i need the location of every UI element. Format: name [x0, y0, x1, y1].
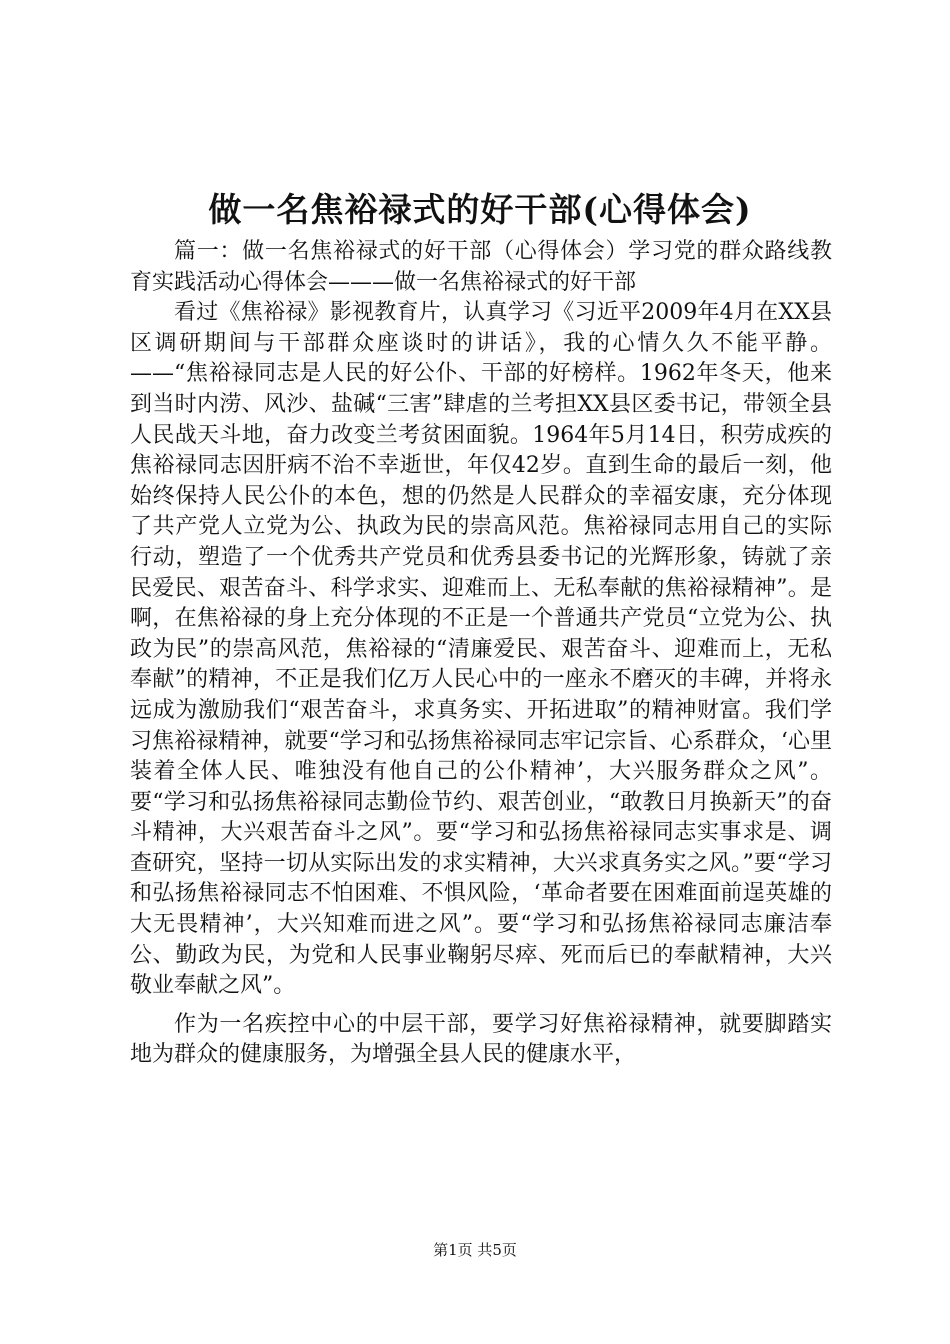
document-body — [130, 237, 832, 1071]
document-title: 做一名焦裕禄式的好干部(心得体会) — [208, 190, 752, 229]
paragraph-2: 看过《焦裕禄》影视教育片，认真学习《习近平2009年4月在XX县区调研期间与干部群众座谈时的讲话》，我的心情久久不能平静。——“焦裕禄同志是人民的好公仆、干部的好榜样。1962年冬天，他来到当时内涝、风沙、盐碱“三害”肆虐的兰考担XX县区委书记，带领全县人民战天斗地，奋力改变兰考贫困面貌。1964年5月14日，积劳成疾的焦裕禄同志因肝病不治不幸逝世，年仅42岁。直到生命的最后一刻，他始终保持人民公仆的本色，想的仍然是人民群众的幸福安康，充分体现了共产党人立党为公、执政为民的崇高风范。焦裕禄同志用自己的实际行动，塑造了一个优秀共产党员和优秀县委书记的光辉形象，铸就了亲民爱民、艰苦奋斗、科学求实、迎难而上、无私奉献的焦裕禄精神”。是啊，在焦裕禄的身上充分体现的不正是一个普通共产党员“立党为公、执政为民”的崇高风范，焦裕禄的“清廉爱民、艰苦奋斗、迎难而上，无私奉献”的精神，不正是我们亿万人民心中的一座永不磨灭的丰碑，并将永远成为激励我们“艰苦奋斗，求真务实、开拓进取”的精神财富。我们学习焦裕禄精神，就要“学习和弘扬焦裕禄同志牢记宗旨、心系群众，‘心里装着全体人民、唯独没有他自己的公仆精神’，大兴服务群众之风”。要“学习和弘扬焦裕禄同志勤俭节约、艰苦创业，“敢教日月换新天”的奋斗精神，大兴艰苦奋斗之风”。要“学习和弘扬焦裕禄同志实事求是、调查研究，坚持一切从实际出发的求实精神，大兴求真务实之风。”要“学习和弘扬焦裕禄同志不怕困难、不惧风险，‘革命者要在困难面前逞英雄的大无畏精神’，大兴知难而进之风”。要“学习和弘扬焦裕禄同志廉洁奉公、勤政为民，为党和人民事业鞠躬尽瘁、死而后已的奉献精神，大兴敬业奉献之风”。 — [130, 300, 832, 999]
paragraph-3: 作为一名疾控中心的中层干部，要学习好焦裕禄精神，就要脚踏实地为群众的健康服务，为增强全县人民的健康水平， — [130, 1011, 832, 1068]
page-number-footer: 第1页 共5页 — [433, 1241, 517, 1259]
paragraph-1: 篇一：做一名焦裕禄式的好干部（心得体会）学习党的群众路线教育实践活动心得体会———做一名焦裕禄式的好干部 — [130, 239, 832, 295]
